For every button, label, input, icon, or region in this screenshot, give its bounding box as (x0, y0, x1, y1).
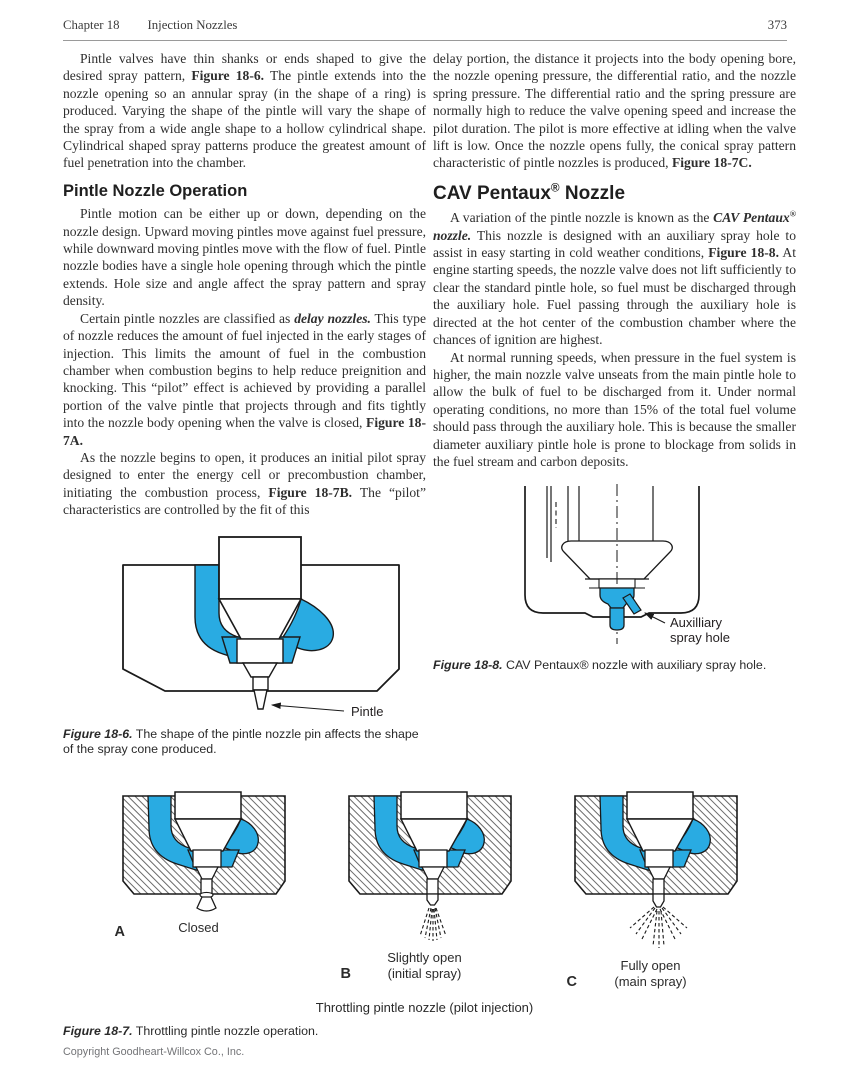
paragraph: delay portion, the distance it projects into the body opening bore, the nozzle opening pressure, the differential ratio, and the nozzle spring pressure. The differential ratio and the spring pressure are normally high to reduce the valve opening speed and increase the pilot duration. The pilot is more effective at idling when the valve lift is low. Once the nozzle opens fully, the conical spray pattern characteristic of pintle nozzles is produced, Figure 18-7C. (433, 51, 796, 171)
panel-caption-c: Fully open (main spray) (614, 958, 687, 989)
figure-18-7-panels (63, 786, 786, 990)
nozzle-closed-diagram (93, 786, 305, 916)
figure-18-6-caption: Figure 18-6. The shape of the pintle nozzle pin affects the shape of the spray cone produced. (63, 726, 419, 757)
paragraph: Pintle motion can be either up or down, depending on the nozzle design. Upward moving pintles move against fuel pressure, while downward moving pintles move with the flow of fuel. Pintle nozzle bodies have a single hole opening through which the pintle extends. Hole size and angle affect the spray pattern and spray density. (63, 206, 426, 309)
chapter-title: Injection Nozzles (147, 18, 238, 32)
initial-spray (420, 908, 446, 941)
figure-18-7-caption: Figure 18-7. Throttling pintle nozzle operation. (63, 1024, 319, 1038)
section-heading-pintle-nozzle-operation: Pintle Nozzle Operation (63, 181, 248, 200)
left-column (63, 50, 426, 758)
aux-spray-hole-label-line2: spray hole (670, 630, 730, 646)
panel-letter-b: B (340, 966, 351, 982)
panel-caption-b: Slightly open (initial spray) (387, 950, 462, 981)
page-number: 373 (767, 18, 787, 32)
nozzle-fully-open-diagram (545, 786, 757, 954)
figure-18-8-caption: Figure 18-8. CAV Pentaux® nozzle with auxiliary spray hole. (433, 658, 767, 673)
fig7-panel-c (545, 786, 757, 990)
cav-pentaux-nozzle-diagram (467, 484, 767, 652)
fig7-panel-b (319, 786, 531, 990)
paragraph: Pintle valves have thin shanks or ends shaped to give the desired spray pattern, Figure 18-6. The pintle extends into the nozzle opening so an annular spray (in the shape of a ring) is produced. Varying the shape of the pintle will vary the shape of the spray from a wide angle shape to a hollow cylindrical shape. Cylindrical shaped spray patterns produce the greatest amount of fuel penetration into the chamber. (63, 51, 426, 171)
pintle-label: Pintle (351, 703, 384, 719)
copyright-notice: Copyright Goodheart-Willcox Co., Inc. (63, 1046, 245, 1058)
right-column (433, 50, 796, 674)
pintle-nozzle-diagram (101, 533, 421, 721)
figure-18-8 (433, 484, 796, 674)
paragraph: As the nozzle begins to open, it produces an initial pilot spray designed to enter the energy cell or precombustion chamber, initiating the combustion process, Figure 18-7B. The “pilot” characteristics are controlled by the fit of this (63, 449, 426, 518)
panel-letter-c: C (566, 974, 577, 990)
figure-18-7-subtitle: Throttling pintle nozzle (pilot injection) (315, 1000, 534, 1015)
nozzle-slightly-open-diagram (319, 786, 531, 946)
figure-18-7 (63, 786, 786, 1040)
paragraph: At normal running speeds, when pressure in the fuel system is higher, the main nozzle valve unseats from the main pintle hole to allow the bulk of fuel to be discharged from it. Under normal operating conditions, no more than 15% of the total fuel volume should pass through the auxiliary hole. This is because the smaller diameter auxiliary pintle hole is prone to blockage from solids in the fuel stream and carbon deposits. (433, 349, 796, 469)
figure-18-6 (63, 533, 426, 758)
fig7-panel-a (93, 786, 305, 990)
panel-caption-a: Closed (178, 920, 219, 935)
panel-letter-a: A (114, 924, 125, 940)
paragraph: A variation of the pintle nozzle is known as the CAV Pentaux® nozzle. This nozzle is designed with an auxiliary spray hole to assist in easy starting in cold weather conditions, Figure 18-8. At engine starting speeds, the nozzle valve does not lift sufficiently to clear the standard pintle hole, so fuel must be discharged through the auxiliary hole. Fuel passing through the auxiliary hole is directed at the hot center of the combustion chamber where the chances of ignition are highest. (433, 208, 796, 348)
aux-spray-hole-label-line1: Auxilliary (670, 615, 723, 631)
paragraph: Certain pintle nozzles are classified as delay nozzles. This type of nozzle reduces the amount of fuel injected in the early stages of injection. This limits the amount of fuel in the combustion chamber when combustion begins to help reduce preignition and knocking. This “pilot” effect is achieved by providing a parallel portion of the valve pintle that projects through and fits tightly into the nozzle body opening when the valve is closed, Figure 18-7A. (63, 310, 427, 448)
main-spray (630, 907, 687, 948)
running-head (63, 18, 787, 41)
chapter-label: Chapter 18 (63, 18, 120, 32)
section-heading-cav-pentaux-nozzle: CAV Pentaux® Nozzle (433, 181, 626, 204)
